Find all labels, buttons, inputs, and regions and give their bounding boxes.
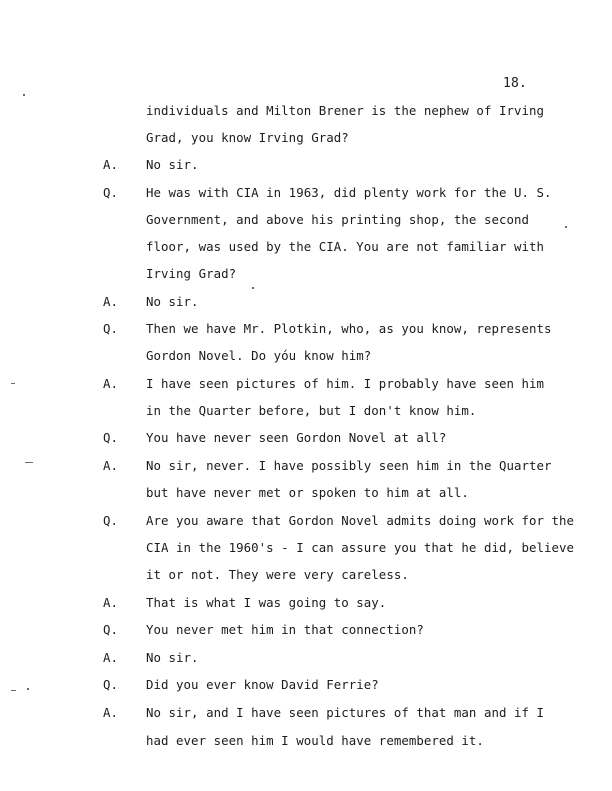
transcript-line: Are you aware that Gordon Novel admits doing work for the xyxy=(146,513,575,528)
transcript-line: No sir, and I have seen pictures of that man and if I xyxy=(146,705,545,720)
transcript-line: CIA in the 1960's - I can assure you that he did, believe xyxy=(146,540,575,555)
speaker-label: A. xyxy=(103,705,118,720)
scan-speck xyxy=(11,383,15,384)
transcript-line: No sir, never. I have possibly seen him in the Quarter xyxy=(146,458,552,473)
transcript-line: in the Quarter before, but I don't know him. xyxy=(146,403,477,418)
scan-speck xyxy=(565,226,567,228)
transcript-line: Grad, you know Irving Grad? xyxy=(146,130,349,145)
transcript-line: Government, and above his printing shop, the second xyxy=(146,212,529,227)
scan-speck xyxy=(25,462,33,463)
scan-speck xyxy=(27,688,29,690)
scan-speck xyxy=(252,287,254,289)
speaker-label: Q. xyxy=(103,513,118,528)
transcript-line: Gordon Novel. Do yóu know him? xyxy=(146,348,372,363)
transcript-line: individuals and Milton Brener is the nephew of Irving xyxy=(146,103,545,118)
transcript-line: You have never seen Gordon Novel at all? xyxy=(146,430,447,445)
speaker-label: Q. xyxy=(103,185,118,200)
transcript-line: I have seen pictures of him. I probably have seen him xyxy=(146,376,545,391)
speaker-label: A. xyxy=(103,650,118,665)
speaker-label: A. xyxy=(103,458,118,473)
speaker-label: A. xyxy=(103,376,118,391)
scan-speck xyxy=(23,94,25,96)
speaker-label: Q. xyxy=(103,677,118,692)
transcript-line: Did you ever know David Ferrie? xyxy=(146,677,379,692)
transcript-line: but have never met or spoken to him at all. xyxy=(146,485,469,500)
speaker-label: Q. xyxy=(103,430,118,445)
transcript-line: it or not. They were very careless. xyxy=(146,567,409,582)
transcript-line: No sir. xyxy=(146,157,199,172)
transcript-line: No sir. xyxy=(146,650,199,665)
scan-speck xyxy=(11,690,16,691)
speaker-label: A. xyxy=(103,595,118,610)
page-number: 18. xyxy=(503,76,528,91)
transcript-line: had ever seen him I would have remembered it. xyxy=(146,733,484,748)
speaker-label: Q. xyxy=(103,321,118,336)
transcript-line: Then we have Mr. Plotkin, who, as you know, represents xyxy=(146,321,552,336)
transcript-line: That is what I was going to say. xyxy=(146,595,387,610)
transcript-line: He was with CIA in 1963, did plenty work for the U. S. xyxy=(146,185,552,200)
transcript-line: You never met him in that connection? xyxy=(146,622,424,637)
speaker-label: A. xyxy=(103,294,118,309)
speaker-label: A. xyxy=(103,157,118,172)
speaker-label: Q. xyxy=(103,622,118,637)
transcript-line: floor, was used by the CIA. You are not familiar with xyxy=(146,239,545,254)
transcript-line: No sir. xyxy=(146,294,199,309)
transcript-line: Irving Grad? xyxy=(146,266,237,281)
